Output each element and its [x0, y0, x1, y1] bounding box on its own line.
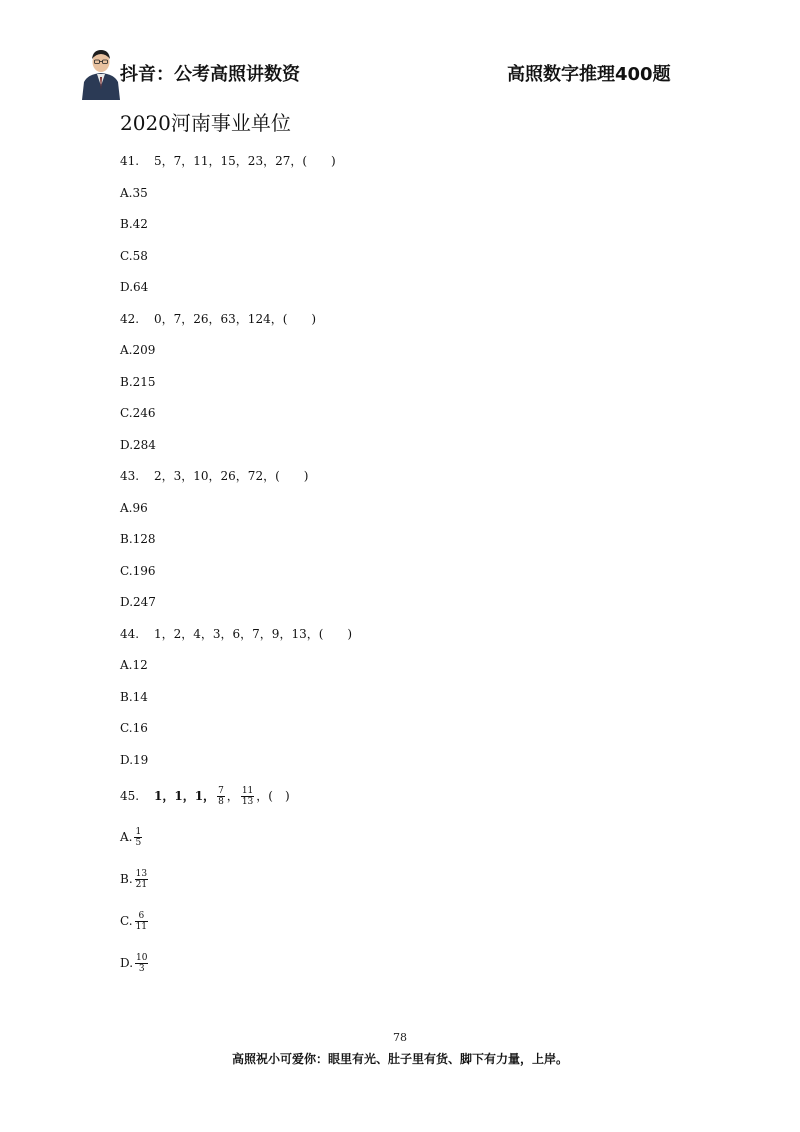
question-43-stem [120, 461, 680, 493]
option-letter: A. [120, 830, 133, 844]
author-avatar [78, 42, 124, 100]
question-44-stem [120, 619, 680, 651]
option-letter: B. [120, 872, 133, 886]
header-book-title: 高照数字推理400题 [507, 64, 671, 85]
fraction [241, 786, 254, 807]
option-c: C.246 [120, 406, 156, 420]
option-b [120, 858, 680, 900]
option-d: D.19 [120, 752, 149, 767]
fraction-numerator: 13 [135, 869, 148, 879]
question-sequence-suffix: ，( ) [256, 789, 290, 803]
option-a: A.12 [120, 658, 148, 672]
fraction-denominator: 11 [135, 922, 148, 932]
option-d: D.284 [120, 437, 156, 452]
option-a: A.35 [120, 185, 148, 200]
fraction [217, 786, 225, 807]
fraction [135, 911, 148, 932]
fraction-denominator: 5 [135, 838, 142, 848]
question-number: 43. [120, 469, 140, 483]
fraction-numerator: 10 [136, 953, 148, 963]
question-number: 42. [120, 311, 140, 326]
fraction-numerator: 7 [218, 786, 224, 796]
option-a: A.96 [120, 500, 148, 515]
footer-note: 高照祝小可爱你：眼里有光、肚子里有货、脚下有力量，上岸。 [231, 1052, 568, 1066]
option-c: C.16 [120, 721, 148, 735]
option-d: D.247 [120, 595, 156, 609]
fraction-numerator: 1 [135, 827, 142, 837]
option-d: D.64 [120, 280, 149, 294]
option-d [120, 942, 680, 984]
question-list [120, 146, 680, 984]
fraction-denominator: 21 [135, 880, 148, 890]
option-b: B.14 [120, 689, 148, 704]
question-number: 41. [120, 154, 140, 168]
option-c [120, 900, 680, 942]
question-number: 44. [120, 626, 140, 641]
question-sequence: 1，2，4，3，6，7，9，13，( ) [154, 626, 353, 641]
question-sequence-prefix: 1，1，1， [154, 789, 216, 803]
option-c: C.58 [120, 248, 148, 263]
fraction-denominator: 8 [218, 797, 224, 807]
question-sequence: 5，7，11，15，23，27，( ) [154, 154, 336, 168]
question-45-stem [120, 776, 680, 816]
option-a: A.209 [120, 343, 156, 357]
option-letter: C. [120, 914, 133, 928]
fraction-denominator: 3 [138, 964, 145, 974]
option-letter: D. [120, 956, 134, 970]
fraction [134, 827, 142, 848]
question-number: 45. [120, 789, 140, 803]
page-number: 78 [393, 1031, 407, 1044]
option-c: C.196 [120, 563, 156, 578]
option-b: B.215 [120, 374, 156, 389]
fraction-numerator: 6 [135, 911, 148, 922]
fraction [135, 869, 148, 890]
option-b: B.128 [120, 532, 156, 546]
option-a [120, 816, 680, 858]
option-b: B.42 [120, 217, 148, 231]
question-41-stem [120, 146, 680, 178]
question-sequence: 2，3，10，26，72，( ) [154, 469, 309, 483]
header-channel-title: 抖音：公考高照讲数资 [120, 64, 300, 85]
question-42-stem [120, 304, 680, 336]
fraction [135, 953, 148, 974]
question-sequence: 0，7，26，63，124，( ) [154, 311, 317, 326]
fraction-numerator: 11 [241, 786, 254, 796]
fraction-denominator: 13 [241, 797, 254, 807]
separator: ， [226, 789, 239, 803]
section-title: 2020河南事业单位 [120, 111, 291, 135]
